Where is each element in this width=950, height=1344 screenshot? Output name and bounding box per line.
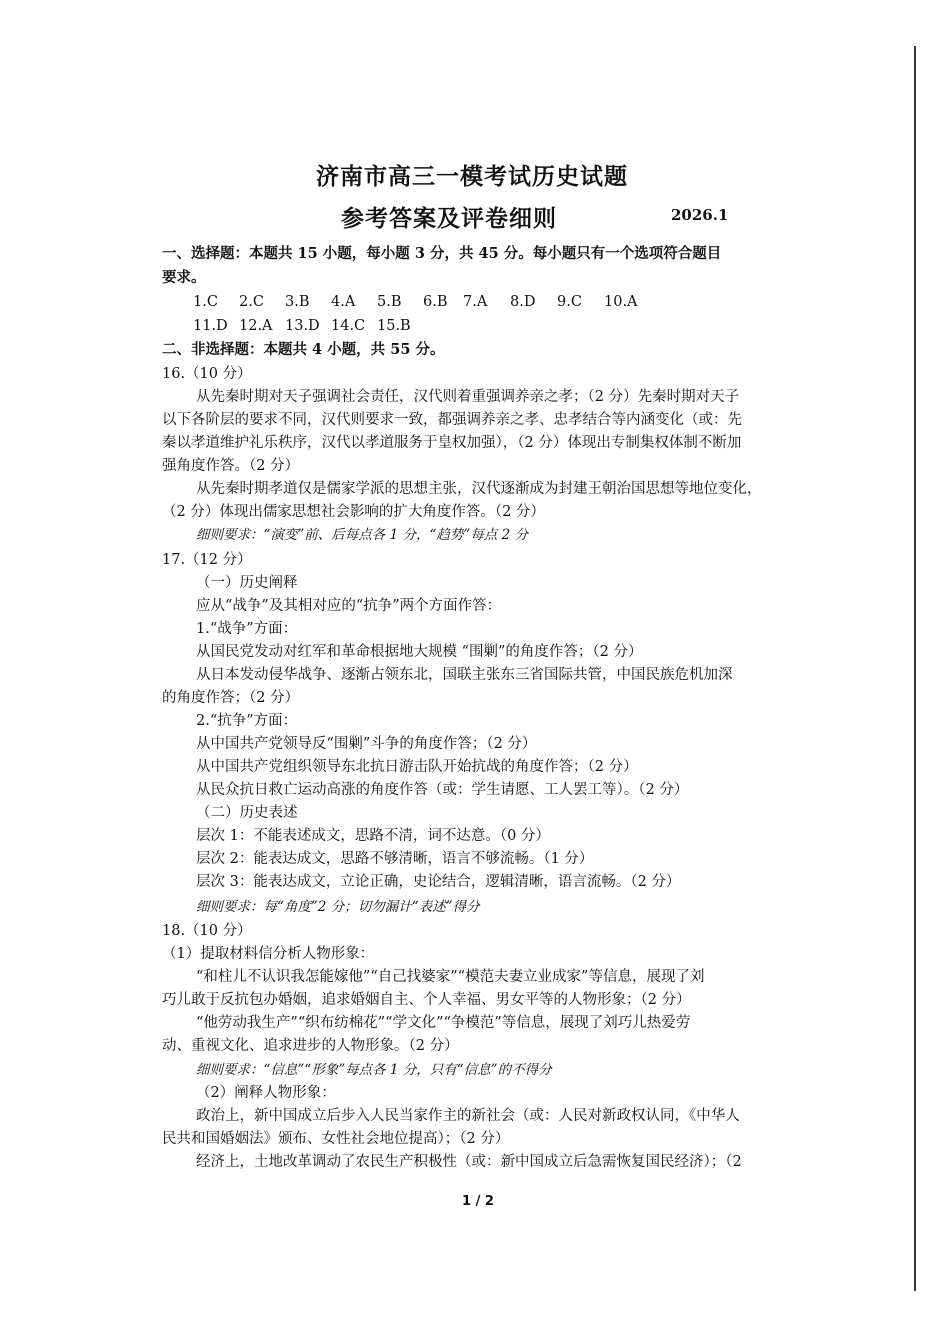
answer-item: 15.B [377, 318, 411, 334]
q17-text: 应从“战争”及其相对应的“抗争”两个方面作答： [196, 598, 502, 614]
q18-subheading: （2）阐释人物形象： [196, 1085, 336, 1101]
q18-text: 动、重视文化、追求进步的人物形象。（2 分） [162, 1038, 459, 1054]
q17-subheading: （一）历史阐释 [196, 575, 298, 591]
q17-text: 层次 2：能表达成文，思路不够清晰，语言不够流畅。（1 分） [196, 851, 594, 867]
q17-text: 从日本发动侵华战争、逐渐占领东北，国联主张东三省国际共管，中国民族危机加深 [196, 667, 733, 683]
answer-item: 11.D [193, 318, 228, 334]
q18-text: 巧儿敢于反抗包办婚姻，追求婚姻自主、个人幸福、男女平等的人物形象；（2 分） [162, 992, 691, 1008]
q18-text: 民共和国婚姻法》颁布、女性社会地位提高）；（2 分） [162, 1131, 510, 1147]
q16-text: 秦以孝道维护礼乐秩序，汉代以孝道服务于皇权加强），（2 分）体现出专制集权体制不断加 [162, 435, 742, 451]
q16-grading-note: 细则要求：“演变”前、后每点各 1 分，“趋势”每点 2 分 [196, 527, 528, 543]
answer-item: 10.A [604, 294, 638, 310]
q17-text: 的角度作答；（2 分） [162, 690, 300, 706]
q16-text: 以下各阶层的要求不同，汉代则要求一致，都强调养亲之孝、忠孝结合等内涵变化（或：先 [162, 412, 742, 428]
q17-text: 1.“战争”方面： [196, 621, 298, 637]
q16-text: 强角度作答。（2 分） [162, 458, 300, 474]
answer-item: 6.B [423, 294, 448, 310]
document-title: 济南市高三一模考试历史试题 [316, 163, 628, 190]
q16-text: 从先秦时期孝道仅是儒家学派的思想主张，汉代逐渐成为封建王朝治国思想等地位变化， [196, 481, 762, 497]
q18-heading: 18.（10 分） [162, 923, 252, 939]
document-subtitle: 参考答案及评卷细则 [341, 205, 557, 232]
q17-text: 从民众抗日救亡运动高涨的角度作答（或：学生请愿、工人罢工等）。（2 分） [196, 782, 689, 798]
answer-item: 14.C [331, 318, 366, 334]
section1-heading-cont: 要求。 [162, 269, 206, 286]
section1-heading: 一、选择题：本题共 15 小题，每小题 3 分，共 45 分。每小题只有一个选项符合题目 [162, 245, 722, 262]
q16-text: （2 分）体现出儒家思想社会影响的扩大角度作答。（2 分） [162, 504, 545, 520]
answer-item: 3.B [285, 294, 310, 310]
q17-text: 从中国共产党组织领导东北抗日游击队开始抗战的角度作答；（2 分） [196, 759, 638, 775]
q17-grading-note: 细则要求：每“角度”2 分；切勿漏计“表述”得分 [196, 899, 480, 915]
q17-text: 层次 1：不能表述成文，思路不清，词不达意。（0 分） [196, 828, 550, 844]
answer-item: 2.C [239, 294, 264, 310]
q17-text: 层次 3：能表达成文，立论正确，史论结合，逻辑清晰，语言流畅。（2 分） [196, 874, 681, 890]
q17-subheading: （二）历史表述 [196, 805, 298, 821]
q18-subheading: （1）提取材料信分析人物形象： [162, 946, 375, 962]
answer-item: 12.A [239, 318, 273, 334]
q18-text: “和柱儿不认识我怎能嫁他”“自己找婆家”“模范夫妻立业成家”等信息，展现了刘 [196, 969, 705, 985]
document-date: 2026.1 [671, 206, 729, 224]
answer-row-1 [193, 292, 650, 312]
section2-heading: 二、非选择题：本题共 4 小题，共 55 分。 [162, 341, 445, 358]
page-number: 1 / 2 [462, 1194, 494, 1209]
answer-item: 13.D [285, 318, 320, 334]
answer-row-2 [193, 316, 423, 336]
q17-text: 从国民党发动对红军和革命根据地大规模 “围剿”的角度作答；（2 分） [196, 644, 643, 660]
q18-grading-note: 细则要求：“信息”“形象”每点各 1 分，只有“信息”的不得分 [196, 1062, 552, 1078]
q17-text: 从中国共产党领导反“围剿”斗争的角度作答；（2 分） [196, 736, 537, 752]
answer-item: 8.D [510, 294, 536, 310]
scan-page-edge [914, 46, 916, 1291]
answer-item: 4.A [331, 294, 356, 310]
q18-text: 政治上，新中国成立后步入人民当家作主的新社会（或：人民对新政权认同，《中华人 [196, 1108, 740, 1124]
q17-text: 2.“抗争”方面： [196, 713, 298, 729]
q18-text: “他劳动我生产”“织布纺棉花”“学文化”“争模范”等信息，展现了刘巧儿热爱劳 [196, 1015, 691, 1031]
q16-heading: 16.（10 分） [162, 366, 252, 382]
answer-item: 9.C [557, 294, 582, 310]
q18-text: 经济上，土地改革调动了农民生产积极性（或：新中国成立后急需恢复国民经济）；（2 [196, 1154, 742, 1170]
answer-item: 1.C [193, 294, 218, 310]
q17-heading: 17.（12 分） [162, 552, 252, 568]
q16-text: 从先秦时期对天子强调社会责任，汉代则着重强调养亲之孝；（2 分）先秦时期对天子 [196, 389, 740, 405]
answer-item: 7.A [463, 294, 488, 310]
answer-item: 5.B [377, 294, 402, 310]
